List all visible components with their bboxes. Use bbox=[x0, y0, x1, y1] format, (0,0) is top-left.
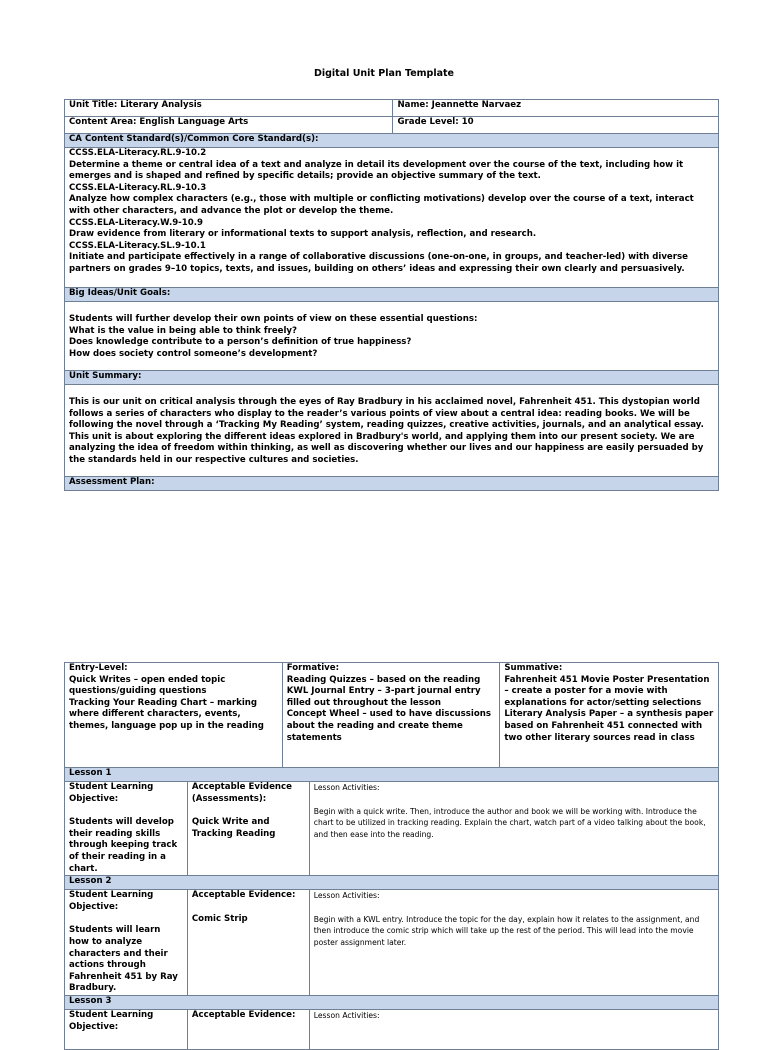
lesson-1-objective-cell bbox=[65, 782, 188, 876]
content-area-cell: Content Area: English Language Arts bbox=[65, 117, 393, 134]
evidence-text: Quick Write and Tracking Reading bbox=[191, 817, 276, 839]
formative-text: Reading Quizzes – based on the reading KWL Journal Entry – 3-part journal entry filled out throughout the lesson Concept Wheel – used to have discussions about the reading and create theme statements bbox=[286, 674, 491, 743]
objective-label: Student Learning Objective: bbox=[69, 890, 154, 912]
unit-summary-heading: Unit Summary: bbox=[65, 371, 719, 385]
evidence-label: Acceptable Evidence: bbox=[191, 1009, 296, 1020]
evidence-label: Acceptable Evidence: bbox=[191, 890, 296, 901]
big-idea-line: What is the value in being able to think freely? bbox=[69, 325, 298, 336]
lesson-3-objective-cell bbox=[65, 1009, 188, 1049]
objective-label: Student Learning Objective: bbox=[69, 1009, 154, 1032]
standards-heading: CA Content Standard(s)/Common Core Standard(s): bbox=[65, 134, 719, 148]
lesson-3-activities-cell bbox=[309, 1009, 718, 1049]
big-ideas-heading: Big Ideas/Unit Goals: bbox=[65, 288, 719, 302]
lesson-1-activities-cell bbox=[309, 782, 718, 876]
lesson-3-heading: Lesson 3 bbox=[65, 995, 719, 1009]
summative-text: Fahrenheit 451 Movie Poster Presentation – create a poster for a movie with explanations for actor/setting selections Literary Analysis Paper – a synthesis paper based on Fahrenheit 451 connected with two other literary sources read in class bbox=[504, 674, 714, 743]
standards-body bbox=[65, 148, 719, 288]
name-cell: Name: Jeannette Narvaez bbox=[393, 100, 719, 117]
lesson-2-evidence-cell bbox=[187, 890, 309, 996]
standard-code: CCSS.ELA-Literacy.SL.9-10.1 bbox=[69, 240, 206, 251]
standard-text: Draw evidence from literary or informational texts to support analysis, reflection, and research. bbox=[69, 229, 537, 240]
summative-heading: Summative: bbox=[504, 663, 563, 673]
lesson-3-evidence-cell bbox=[187, 1009, 309, 1049]
entry-level-cell bbox=[65, 663, 283, 768]
activities-label: Lesson Activities: bbox=[313, 783, 380, 792]
formative-cell bbox=[282, 663, 500, 768]
entry-level-text: Quick Writes – open ended topic questions/guiding questions Tracking Your Reading Chart – marking where different characters, events, themes, language pop up in the reading bbox=[69, 674, 264, 731]
big-idea-line: Does knowledge contribute to a person’s definition of true happiness? bbox=[69, 337, 412, 348]
standard-code: CCSS.ELA-Literacy.RL.9-10.2 bbox=[69, 148, 207, 158]
grade-level-cell: Grade Level: 10 bbox=[393, 117, 719, 134]
unit-plan-table bbox=[64, 99, 719, 491]
assessment-plan-heading: Assessment Plan: bbox=[65, 477, 719, 491]
big-ideas-body bbox=[65, 302, 719, 371]
objective-text: Students will develop their reading skills through keeping track of their reading in a chart. bbox=[69, 817, 178, 874]
formative-heading: Formative: bbox=[286, 663, 340, 673]
activities-text: Begin with a KWL entry. Introduce the topic for the day, explain how it relates to the assignment, and then introduce the comic strip which will take up the rest of the period. This will lead into the movie poster assignment later. bbox=[313, 914, 700, 947]
lesson-1-heading: Lesson 1 bbox=[65, 768, 719, 782]
unit-title-cell: Unit Title: Literary Analysis bbox=[65, 100, 393, 117]
objective-text: Students will learn how to analyze characters and their actions through Fahrenheit 451 by Ray Bradbury. bbox=[69, 925, 178, 994]
entry-level-heading: Entry-Level: bbox=[69, 663, 128, 673]
big-idea-line: Students will further develop their own points of view on these essential questions: bbox=[69, 314, 478, 324]
evidence-label: Acceptable Evidence (Assessments): bbox=[191, 782, 292, 804]
objective-label: Student Learning Objective: bbox=[69, 782, 154, 804]
activities-label: Lesson Activities: bbox=[313, 891, 380, 901]
lesson-2-objective-cell bbox=[65, 890, 188, 996]
big-idea-line: How does society control someone’s development? bbox=[69, 348, 318, 359]
assessment-table bbox=[64, 662, 719, 768]
lesson-2-heading: Lesson 2 bbox=[65, 876, 719, 890]
standard-text: Determine a theme or central idea of a text and analyze in detail its development over the course of the text, including how it emerges and is shaped and refined by specific details; provide an objective summary of the text. bbox=[69, 159, 684, 182]
standard-code: CCSS.ELA-Literacy.RL.9-10.3 bbox=[69, 182, 207, 193]
standard-text: Analyze how complex characters (e.g., those with multiple or conflicting motivations) develop over the course of a text, interact with other characters, and advance the plot or develop the theme. bbox=[69, 194, 694, 216]
activities-text: Begin with a quick write. Then, introduce the author and book we will be working with. Introduce the chart to be utilized in tracking reading. Explain the chart, watch part of a video talking about the book, and then ease into the reading. bbox=[313, 806, 706, 839]
unit-summary-body bbox=[65, 385, 719, 477]
unit-summary-text: This is our unit on critical analysis through the eyes of Ray Bradbury in his acclaimed novel, Fahrenheit 451. This dystopian world follows a series of characters who display to the reader’s various points of view about a central idea: reading books. We will be following the novel through a ‘Tracking My Reading’ system, reading quizzes, creative activities, journals, and an analytical essay. This unit is about exploring the different ideas explored in Bradbury's world, and applying them into our present society. We are analyzing the idea of freedom within thinking, as well as discovering whether our lives and our happiness are easily persuaded by the standards held in our respective cultures and societies. bbox=[69, 397, 704, 465]
summative-cell bbox=[500, 663, 719, 768]
standard-code: CCSS.ELA-Literacy.W.9-10.9 bbox=[69, 217, 203, 228]
evidence-text: Comic Strip bbox=[191, 913, 248, 924]
activities-label: Lesson Activities: bbox=[313, 1010, 380, 1020]
document-title: Digital Unit Plan Template bbox=[313, 68, 454, 79]
lessons-table bbox=[64, 767, 719, 1050]
standard-text: Initiate and participate effectively in a range of collaborative discussions (one-on-one, in groups, and teacher-led) with diverse partners on grades 9–10 topics, texts, and issues, building on others’ ideas and expressing their own clearly and persuasively. bbox=[69, 252, 688, 274]
lesson-2-activities-cell bbox=[309, 890, 718, 996]
lesson-1-evidence-cell bbox=[187, 782, 309, 876]
